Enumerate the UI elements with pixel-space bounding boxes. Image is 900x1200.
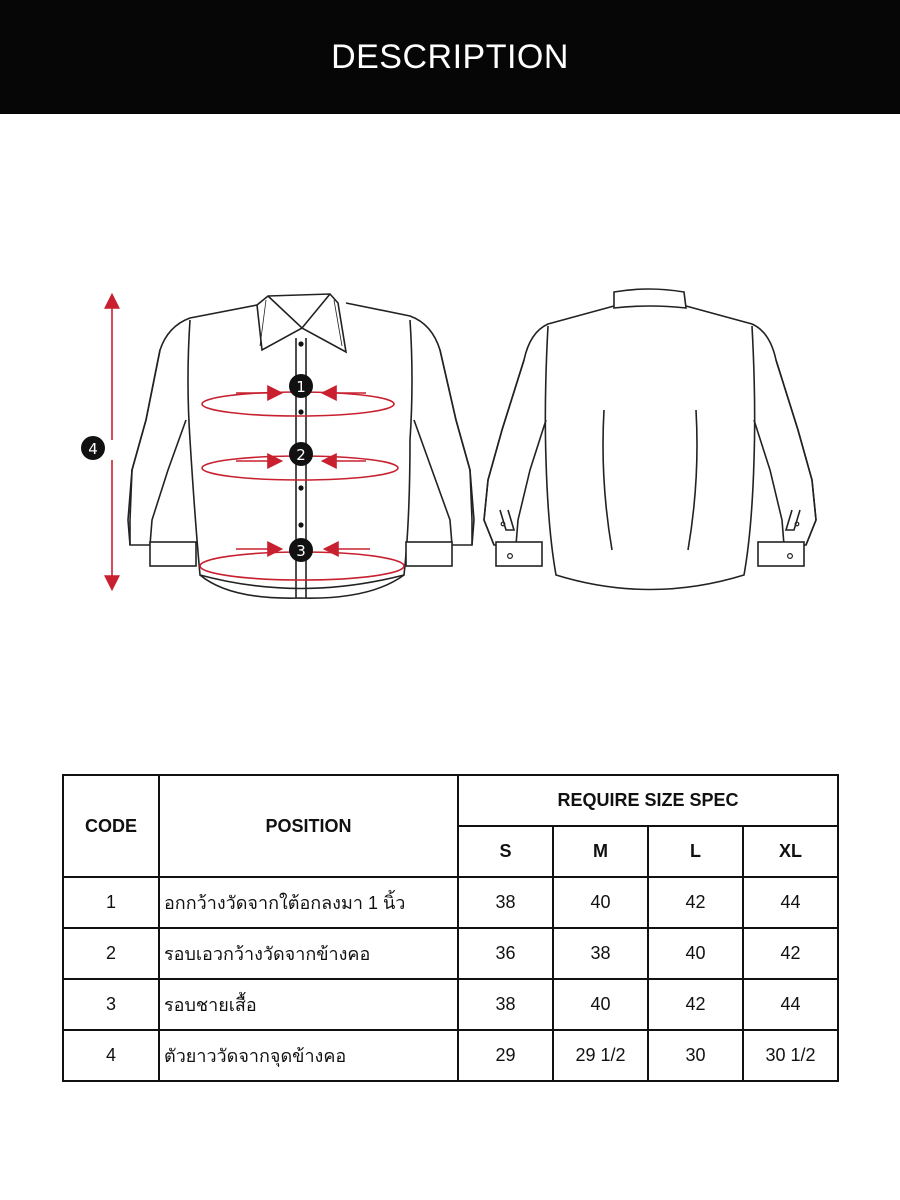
row-value-xl: 44 [743, 979, 838, 1030]
row-code: 4 [63, 1030, 159, 1081]
header-size-m: M [553, 826, 648, 877]
svg-text:2: 2 [296, 446, 306, 464]
marker-4 [81, 436, 105, 460]
row-value-l: 42 [648, 877, 743, 928]
row-value-xl: 42 [743, 928, 838, 979]
row-value-xl: 44 [743, 877, 838, 928]
row-value-m: 29 1/2 [553, 1030, 648, 1081]
page-title: DESCRIPTION [331, 37, 569, 76]
header-spec: REQUIRE SIZE SPEC [458, 775, 838, 826]
header-position: POSITION [159, 775, 458, 877]
back-shirt-drawing [484, 289, 816, 590]
row-value-xl: 30 1/2 [743, 1030, 838, 1081]
marker-3 [289, 538, 313, 562]
row-value-m: 40 [553, 877, 648, 928]
header-bar [0, 0, 900, 114]
back-cuff-buttons [501, 522, 799, 558]
table-row [63, 979, 838, 1030]
row-value-m: 40 [553, 979, 648, 1030]
row-value-l: 42 [648, 979, 743, 1030]
row-position: รอบชายเสื้อ [159, 979, 458, 1030]
row-value-s: 36 [458, 928, 553, 979]
svg-text:3: 3 [296, 542, 306, 560]
row-value-m: 38 [553, 928, 648, 979]
svg-text:4: 4 [88, 440, 98, 458]
header-size-xl: XL [743, 826, 838, 877]
row-position: ตัวยาววัดจากจุดข้างคอ [159, 1030, 458, 1081]
table-row [63, 1030, 838, 1081]
size-spec-table [62, 774, 839, 1082]
marker-2 [289, 442, 313, 466]
row-position: รอบเอวกว้างวัดจากข้างคอ [159, 928, 458, 979]
header-size-s: S [458, 826, 553, 877]
row-value-s: 38 [458, 979, 553, 1030]
header-size-l: L [648, 826, 743, 877]
row-value-s: 29 [458, 1030, 553, 1081]
front-buttons [298, 341, 303, 527]
row-value-s: 38 [458, 877, 553, 928]
marker-1 [289, 374, 313, 398]
row-code: 3 [63, 979, 159, 1030]
shirt-diagram [0, 114, 900, 754]
table-row [63, 928, 838, 979]
svg-text:1: 1 [296, 378, 306, 396]
row-value-l: 30 [648, 1030, 743, 1081]
table-row [63, 877, 838, 928]
row-value-l: 40 [648, 928, 743, 979]
header-code: CODE [63, 775, 159, 877]
row-code: 1 [63, 877, 159, 928]
row-code: 2 [63, 928, 159, 979]
row-position: อกกว้างวัดจากใต้อกลงมา 1 นิ้ว [159, 877, 458, 928]
